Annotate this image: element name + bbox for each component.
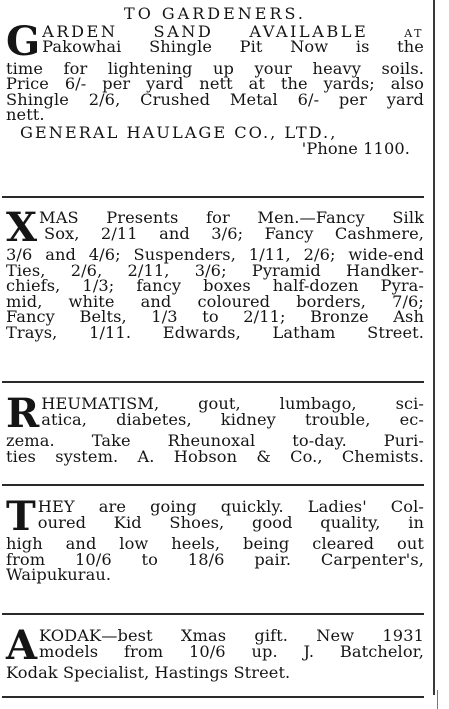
ad-line: Trays, 1/11. Edwards, Latham Street.	[6, 322, 424, 342]
ad-kodak	[6, 622, 424, 682]
ad-line: Fancy Belts, 1/3 to 2/11; Bronze Ash	[6, 307, 424, 327]
drop-cap: G	[6, 17, 41, 65]
ad-line: Kodak Specialist, Hastings Street.	[6, 663, 291, 682]
ad-line: MAS Presents for Men.—Fancy Silk	[39, 208, 424, 227]
ad-line: Waipukurau.	[6, 565, 112, 585]
divider	[2, 613, 424, 615]
ad-line: Pakowhai Shingle Pit Now is the	[42, 37, 424, 57]
ad-line: HEY are going quickly. Ladies' Col-	[37, 497, 424, 516]
ad-to-gardeners	[6, 6, 424, 156]
ad-line: nett.	[6, 105, 45, 125]
ad-line: from 10/6 to 18/6 pair. Carpenter's,	[6, 549, 424, 569]
ad-line: 3/6 and 4/6; Suspenders, 1/11, 2/6; wide-end	[6, 245, 424, 264]
ad-line: mid, white and coloured borders, 7/6;	[6, 291, 424, 311]
ad-first-line: ARDEN SAND AVAILABLE at	[42, 21, 424, 41]
drop-cap: A	[6, 622, 38, 669]
ad-line: Shingle 2/6, Crushed Metal 6/- per yard	[6, 89, 424, 109]
divider	[2, 196, 424, 198]
ad-line: models from 10/6 up. J. Batchelor,	[39, 641, 424, 661]
ad-xmas-presents	[6, 204, 424, 342]
phone-number: 'Phone 1100.	[301, 138, 410, 158]
ad-rheumatism	[6, 390, 424, 466]
ad-ladies-shoes	[6, 493, 424, 585]
ad-line: chiefs, 1/3; fancy boxes half-dozen Pyra-	[6, 276, 424, 296]
ad-line: ties system. A. Hobson & Co., Chemists.	[6, 446, 424, 466]
ad-line: KODAK—best Xmas gift. New 1931	[39, 626, 424, 645]
ad-line: Ties, 2/6, 2/11, 3/6; Pyramid Handker-	[6, 260, 424, 280]
ad-line: HEUMATISM, gout, lumbago, sci-	[41, 394, 424, 413]
drop-cap: X	[6, 204, 38, 251]
column-rule	[437, 690, 438, 709]
drop-cap: R	[6, 390, 40, 437]
ad-line: Sox, 2/11 and 3/6; Fancy Cashmere,	[44, 223, 424, 243]
ad-line: time for lightening up your heavy soils.	[6, 58, 424, 78]
divider	[2, 696, 424, 698]
ad-line: high and low heels, being cleared out	[6, 534, 424, 553]
ad-line: Price 6/- per yard nett at the yards; also	[6, 74, 424, 94]
ad-line: zema. Take Rheunoxal to-day. Puri-	[6, 431, 424, 450]
divider	[2, 484, 424, 486]
ad-header: TO GARDENERS.	[124, 4, 306, 23]
divider	[2, 381, 424, 383]
ad-line: atica, diabetes, kidney trouble, ec-	[41, 409, 424, 429]
company-name: GENERAL HAULAGE CO., LTD.,	[20, 122, 338, 142]
column-rule	[433, 0, 435, 695]
ad-line: oured Kid Shoes, good quality, in	[37, 512, 424, 532]
drop-cap: T	[6, 493, 36, 540]
